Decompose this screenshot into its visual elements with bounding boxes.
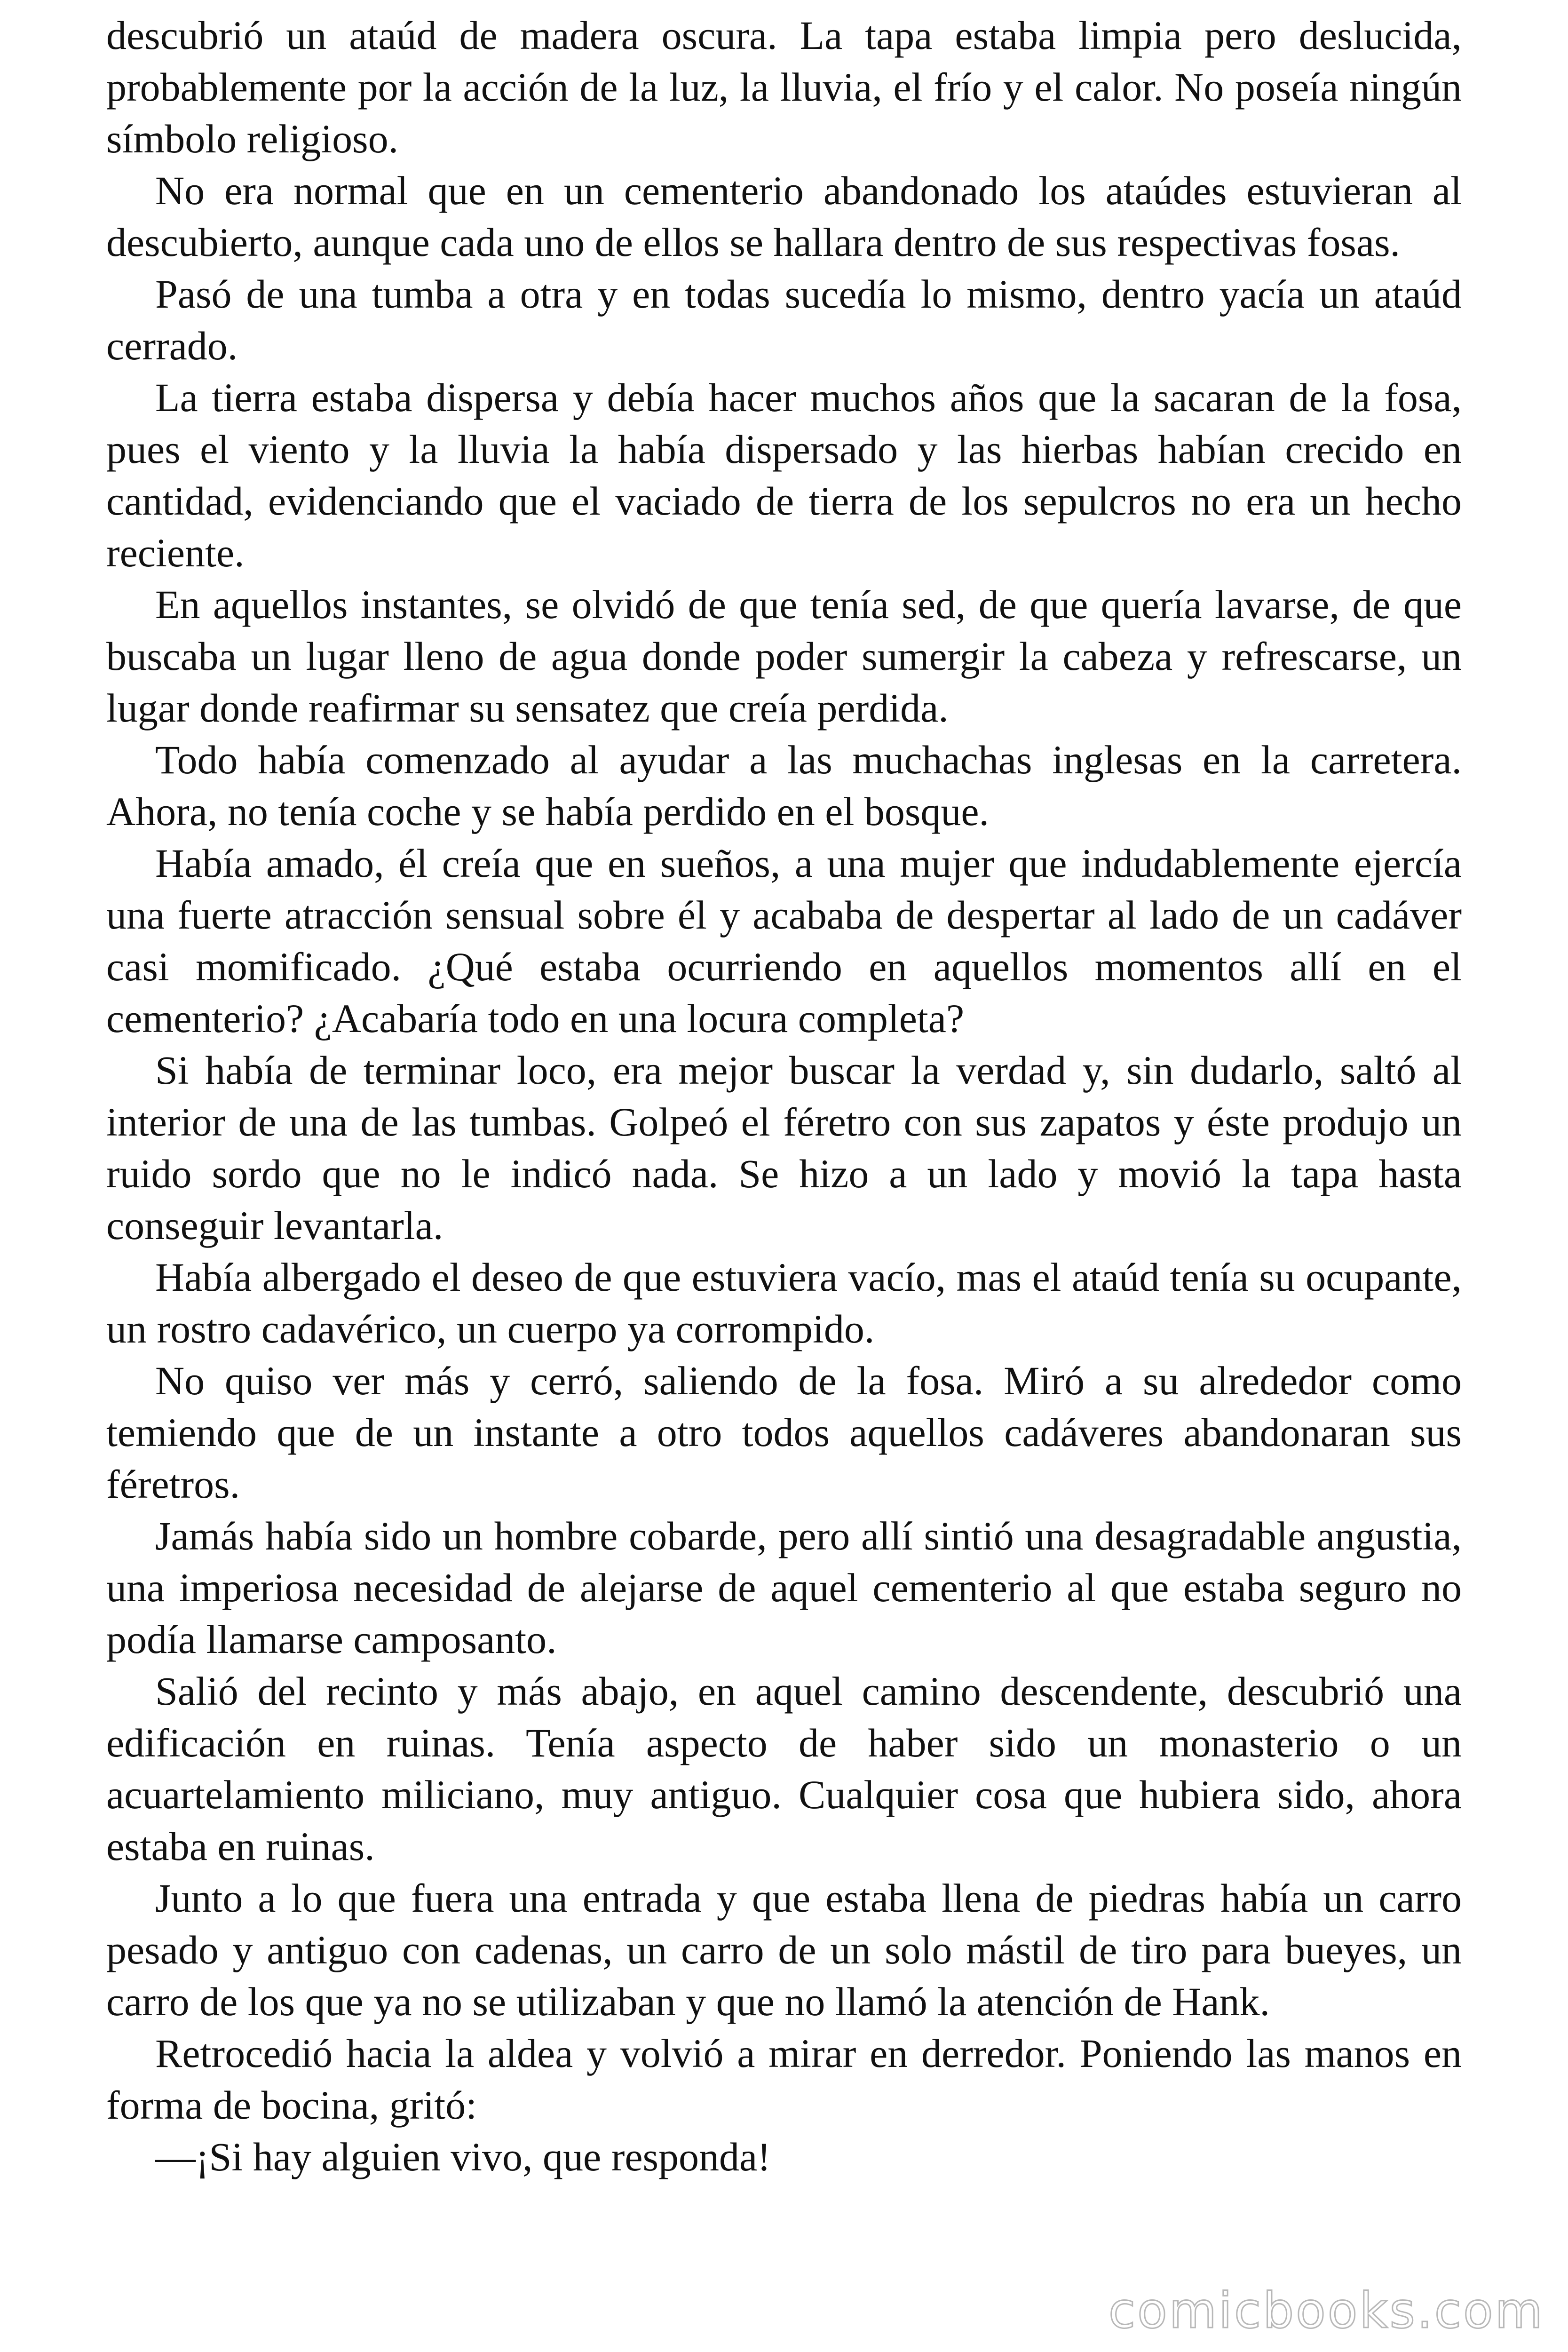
paragraph-8: Si había de terminar loco, era mejor buscar la verdad y, sin dudarlo, saltó al interior de una de las tumbas. Golpeó el féretro con sus zapatos y éste produjo un ruido sordo que no le indicó nada. Se hizo a un lado y movió la tapa hasta conseguir levantarla. xyxy=(106,1048,1462,1248)
paragraph-11: Jamás había sido un hombre cobarde, pero allí sintió una desagradable angustia, una imperiosa necesidad de alejarse de aquel cementerio al que estaba seguro no podía llamarse camposanto. xyxy=(106,1513,1462,1662)
paragraph-12: Salió del recinto y más abajo, en aquel camino descendente, descubrió una edificación en ruinas. Tenía aspecto de haber sido un monasterio o un acuartelamiento miliciano, muy antiguo. Cualquier cosa que hubiera sido, ahora estaba en ruinas. xyxy=(106,1669,1462,1869)
book-page-body xyxy=(106,9,1462,2183)
paragraph-1: descubrió un ataúd de madera oscura. La tapa estaba limpia pero deslucida, probablemente por la acción de la luz, la lluvia, el frío y el calor. No poseía ningún símbolo religioso. xyxy=(106,13,1462,161)
paragraph-14: Retrocedió hacia la aldea y volvió a mirar en derredor. Poniendo las manos en forma de bocina, gritó: xyxy=(106,2031,1462,2128)
paragraph-6: Todo había comenzado al ayudar a las muchachas inglesas en la carretera. Ahora, no tenía coche y se había perdido en el bosque. xyxy=(106,737,1462,834)
paragraph-5: En aquellos instantes, se olvidó de que tenía sed, de que quería lavarse, de que buscaba un lugar lleno de agua donde poder sumergir la cabeza y refrescarse, un lugar donde reafirmar su sensatez que creía perdida. xyxy=(106,582,1462,731)
paragraph-13: Junto a lo que fuera una entrada y que estaba llena de piedras había un carro pesado y antiguo con cadenas, un carro de un solo mástil de tiro para bueyes, un carro de los que ya no se utilizaban y que no llamó la atención de Hank. xyxy=(106,1875,1462,2024)
paragraph-4: La tierra estaba dispersa y debía hacer muchos años que la sacaran de la fosa, pues el viento y la lluvia la había dispersado y las hierbas habían crecido en cantidad, evidenciando que el vaciado de tierra de los sepulcros no era un hecho reciente. xyxy=(106,375,1462,575)
watermark-text: comicbooks.com xyxy=(1108,2282,1544,2339)
paragraph-15-dialogue: —¡Si hay alguien vivo, que responda! xyxy=(155,2134,771,2179)
paragraph-3: Pasó de una tumba a otra y en todas sucedía lo mismo, dentro yacía un ataúd cerrado. xyxy=(106,271,1462,368)
paragraph-7: Había amado, él creía que en sueños, a una mujer que indudablemente ejercía una fuerte atracción sensual sobre él y acababa de despertar al lado de un cadáver casi momificado. ¿Qué estaba ocurriendo en aquellos momentos allí en el cementerio? ¿Acabaría todo en una locura completa? xyxy=(106,841,1462,1041)
paragraph-2: No era normal que en un cementerio abandonado los ataúdes estuvieran al descubierto, aunque cada uno de ellos se hallara dentro de sus respectivas fosas. xyxy=(106,168,1462,265)
paragraph-10: No quiso ver más y cerró, saliendo de la fosa. Miró a su alrededor como temiendo que de un instante a otro todos aquellos cadáveres abandonaran sus féretros. xyxy=(106,1358,1462,1507)
paragraph-9: Había albergado el deseo de que estuviera vacío, mas el ataúd tenía su ocupante, un rostro cadavérico, un cuerpo ya corrompido. xyxy=(106,1255,1462,1351)
